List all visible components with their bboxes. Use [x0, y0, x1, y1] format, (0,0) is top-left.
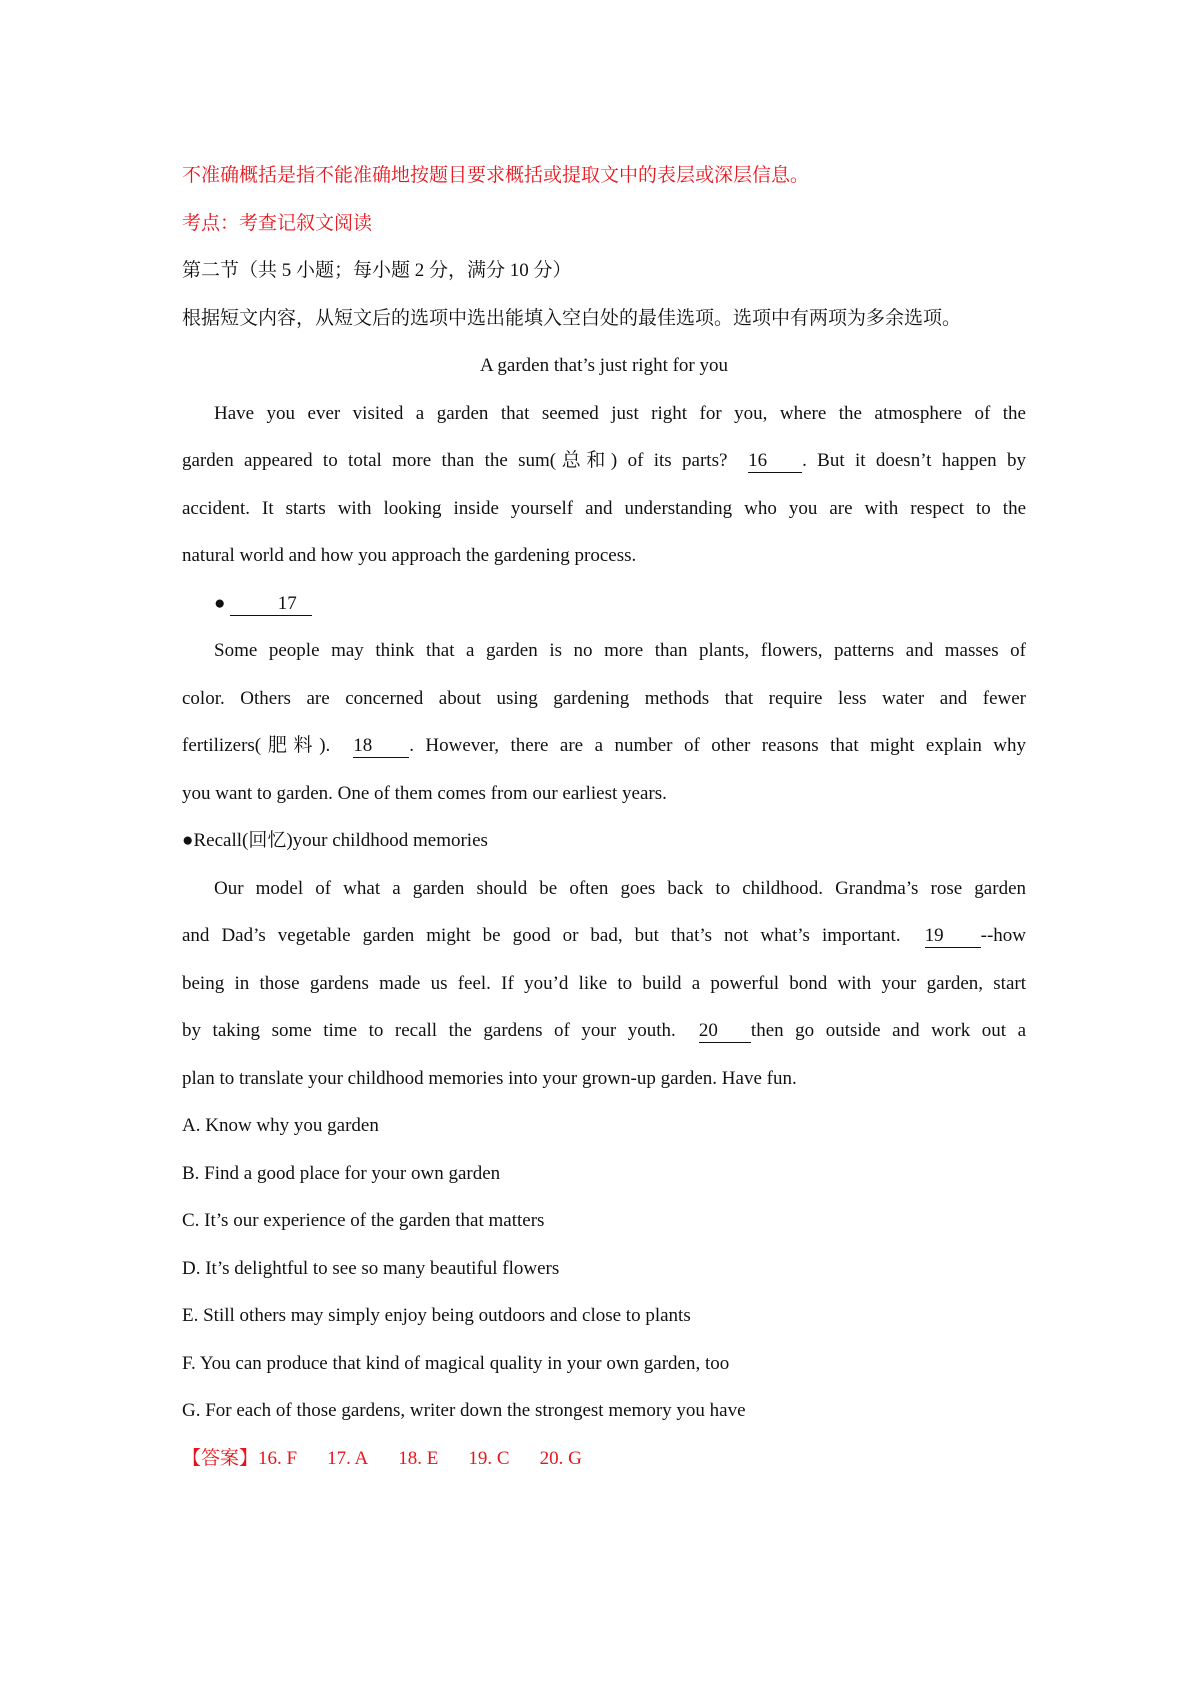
text-segment: by taking some time to recall the gardens of your youth.: [182, 1020, 676, 1041]
paragraph-1-line-1: Have you ever visited a garden that seemed just right for you, where the atmosphere of the: [214, 402, 1026, 424]
bullet: ●: [214, 592, 226, 614]
paragraph-3-line-1: Our model of what a garden should be often goes back to childhood. Grandma’s rose garden: [214, 877, 1026, 899]
text-segment: and Dad’s vegetable garden might be good or bad, but that’s not what’s important.: [182, 925, 901, 946]
analysis-note: 不准确概括是指不能准确地按题目要求概括或提取文中的表层或深层信息。: [182, 165, 810, 186]
answer-19: 19. C: [468, 1447, 510, 1469]
answer-16: 16. F: [258, 1447, 298, 1469]
text-segment: --how: [980, 925, 1027, 946]
paragraph-1-line-3: accident. It starts with looking inside yourself and understanding who you are with respect to the: [182, 497, 1026, 519]
paragraph-3-line-2: [182, 912, 1026, 960]
passage-title: A garden that’s just right for you: [479, 355, 729, 376]
instruction-text: 根据短文内容，从短文后的选项中选出能填入空白处的最佳选项。选项中有两项为多余选项。: [182, 307, 962, 329]
paragraph-3-line-4: [182, 1007, 1026, 1055]
blank-17: 17: [230, 593, 312, 616]
paragraph-2-line-4: you want to garden. One of them comes from our earliest years.: [182, 782, 667, 804]
option-e: E. Still others may simply enjoy being outdoors and close to plants: [182, 1305, 691, 1326]
text-segment: . But it doesn’t happen by: [802, 450, 1027, 471]
answer-17: 17. A: [327, 1447, 369, 1469]
answer-tag: 【答案】: [182, 1447, 259, 1469]
option-c: C. It’s our experience of the garden that matters: [182, 1210, 545, 1231]
blank-16: 16: [748, 450, 802, 473]
document-page: [182, 152, 1026, 1482]
paragraph-2-line-1: Some people may think that a garden is no more than plants, flowers, patterns and masses of: [214, 640, 1026, 661]
text-segment: . However, there are a number of other reasons that might explain why: [409, 735, 1026, 756]
option-f: F. You can produce that kind of magical quality in your own garden, too: [182, 1352, 730, 1374]
option-a: A. Know why you garden: [182, 1115, 379, 1136]
blank-20: 20: [699, 1020, 751, 1043]
exam-point: 考点：考查记叙文阅读: [182, 212, 373, 234]
blank-18: 18: [353, 735, 409, 758]
paragraph-3-line-5: plan to translate your childhood memories into your grown-up garden. Have fun.: [182, 1067, 797, 1089]
answer-key: [182, 1435, 1026, 1483]
answer-20: 20. G: [539, 1447, 582, 1469]
option-b: B. Find a good place for your own garden: [182, 1162, 501, 1184]
text-segment: garden appeared to total more than the sum(总和) of its parts?: [182, 450, 728, 471]
answer-18: 18. E: [398, 1447, 439, 1469]
subheading-blank-17: [182, 580, 1026, 628]
paragraph-2-line-2: color. Others are concerned about using gardening methods that require less water and fewer: [182, 687, 1026, 709]
paragraph-2-line-3: [182, 722, 1026, 770]
subheading-recall: ●Recall(回忆)your childhood memories: [182, 830, 488, 851]
option-g: G. For each of those gardens, writer down the strongest memory you have: [182, 1400, 746, 1421]
text-segment: fertilizers(肥料).: [182, 735, 331, 756]
paragraph-1-line-4: natural world and how you approach the gardening process.: [182, 545, 637, 566]
blank-19: 19: [925, 925, 981, 948]
section-heading: 第二节（共 5 小题；每小题 2 分，满分 10 分）: [182, 260, 572, 281]
option-d: D. It’s delightful to see so many beautiful flowers: [182, 1257, 560, 1279]
paragraph-3-line-3: being in those gardens made us feel. If you’d like to build a powerful bond with your garden, start: [182, 972, 1026, 994]
paragraph-1-line-2: [182, 437, 1026, 485]
text-segment: then go outside and work out a: [750, 1020, 1027, 1041]
